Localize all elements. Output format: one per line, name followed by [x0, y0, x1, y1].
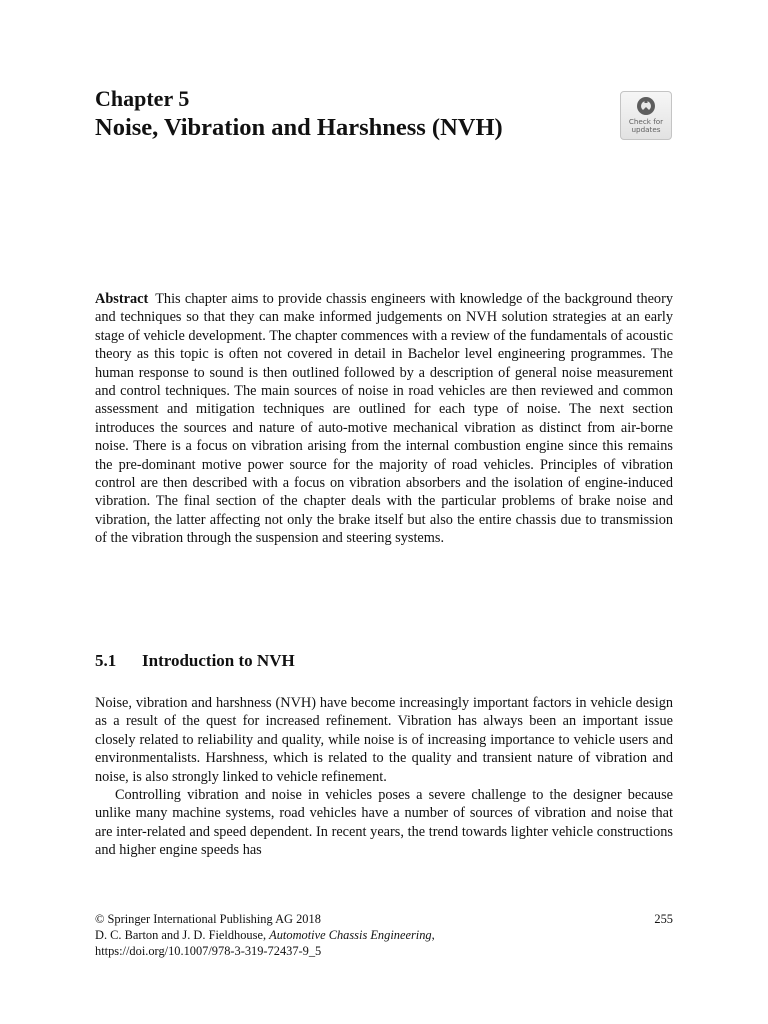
page-footer: [95, 911, 673, 959]
page-number: 255: [654, 912, 673, 926]
chapter-label: Chapter 5: [95, 86, 190, 111]
body-paragraph: Noise, vibration and harshness (NVH) have become increasingly important factors in vehicle design as a result of the quest for increased refinement. Vibration has always been an important issue closely related to reliability and quality, while noise is of increasing importance to vehicle users and environmentalists. Harshness, which is related to the quality and transient nature of vibration and noise, is also strongly linked to vehicle refinement.: [95, 695, 673, 785]
copyright-line: © Springer International Publishing AG 2018: [95, 912, 321, 926]
check-for-updates-badge[interactable]: [620, 91, 672, 140]
body-paragraph: Controlling vibration and noise in vehicles poses a severe challenge to the designer because unlike many machine systems, road vehicles have a number of sources of vibration and noise that are inter-related and speed dependent. In recent years, the trend towards lighter vehicle constructions and higher engine speeds has: [95, 787, 673, 859]
section-number: 5.1: [95, 651, 117, 670]
citation-line: D. C. Barton and J. D. Fieldhouse, Automotive Chassis Engineering,: [95, 928, 435, 942]
doi-link[interactable]: https://doi.org/10.1007/978-3-319-72437-9_5: [95, 944, 322, 958]
chapter-title: Noise, Vibration and Harshness (NVH): [95, 114, 503, 141]
check-for-updates-icon: [634, 96, 658, 118]
citation-book-title: Automotive Chassis Engineering: [269, 928, 432, 942]
abstract: [95, 290, 673, 548]
citation-authors: D. C. Barton and J. D. Fieldhouse,: [95, 928, 267, 942]
check-for-updates-label: Check for updates: [628, 117, 664, 134]
section-title: Introduction to NVH: [142, 651, 295, 670]
abstract-label: Abstract: [95, 291, 149, 307]
abstract-text: This chapter aims to provide chassis engineers with knowledge of the background theory and techniques so that they can make informed judgements on NVH solution strategies at an early stage of vehicle development. The chapter commences with a review of the fundamentals of acoustic theory as this topic is often not covered in detail in Bachelor level engineering programmes. The human response to sound is then outlined followed by a description of general noise measurement and control techniques. The main sources of noise in road vehicles are then reviewed and common assessment and mitigation techniques are outlined for each type of noise. The next section introduces the sources and nature of auto-motive mechanical vibration as distinct from air-borne noise. There is a focus on vibration arising from the internal combustion engine since this remains the pre-dominant motive power source for the majority of road vehicles. Principles of vibration control are then described with a focus on vibration absorbers and the isolation of engine-induced vibration. The final section of the chapter deals with the particular problems of brake noise and vibration, the latter affecting not only the brake itself but also the entire chassis due to transmission of the vibration through the suspension and steering systems.: [95, 291, 673, 547]
section-body: [95, 694, 673, 860]
section-heading: [95, 650, 295, 672]
